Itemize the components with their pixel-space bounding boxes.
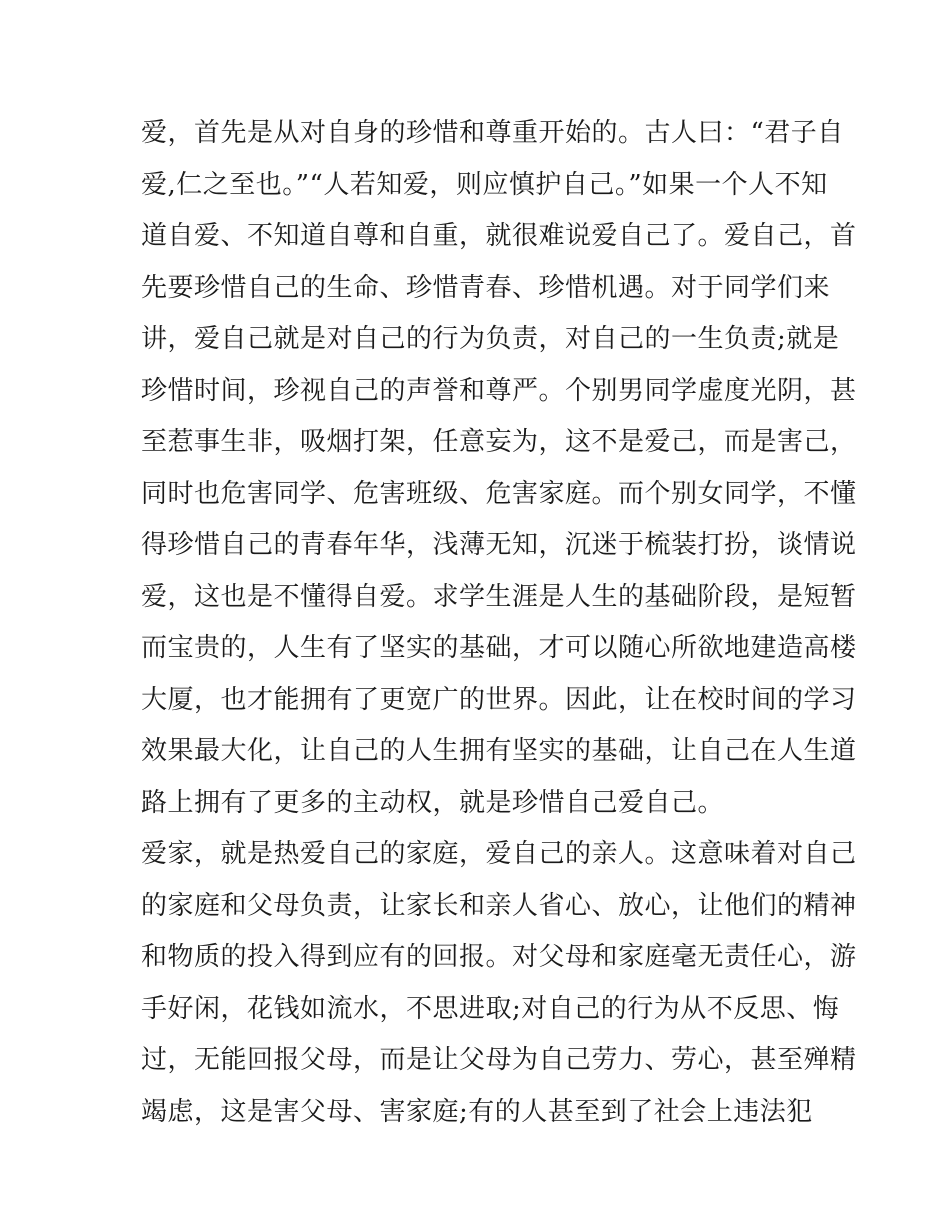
text-line-1: 爱，首先是从对自身的珍惜和尊重开始的。古人曰：“君子自 — [141, 118, 844, 148]
text-line-18: 手好闲，花钱如流水，不思进取;对自己的行为从不反思、悔 — [141, 993, 840, 1024]
text-line-15: 爱家，就是热爱自己的家庭，爱自己的亲人。这意味着对自己 — [141, 839, 857, 869]
text-line-3: 道自爱、不知道自尊和自重，就很难说爱自己了。爱自己，首 — [141, 221, 857, 251]
body-text — [141, 108, 857, 1138]
text-line-20: 竭虑，这是害父母、害家庭;有的人甚至到了社会上违法犯 — [141, 1096, 813, 1127]
text-line-6: 珍惜时间，珍视自己的声誉和尊严。个别男同学虚度光阴，甚 — [141, 375, 857, 406]
text-line-13: 效果最大化，让自己的人生拥有坚实的基础，让自己在人生道 — [141, 736, 857, 766]
text-line-4: 先要珍惜自己的生命、珍惜青春、珍惜机遇。对于同学们来 — [141, 272, 831, 303]
text-line-19: 过，无能回报父母，而是让父母为自己劳力、劳心，甚至殚精 — [141, 1045, 857, 1075]
text-line-2: 爱,仁之至也。”“人若知爱，则应慎护自己。”如果一个人不知 — [141, 169, 828, 200]
text-line-11: 而宝贵的，人生有了坚实的基础，才可以随心所欲地建造高楼 — [141, 633, 857, 663]
text-line-5: 讲，爱自己就是对自己的行为负责，对自己的一生负责;就是 — [141, 324, 840, 354]
text-line-10: 爱，这也是不懂得自爱。求学生涯是人生的基础阶段，是短暂 — [141, 581, 857, 612]
text-line-12: 大厦，也才能拥有了更宽广的世界。因此，让在校时间的学习 — [141, 684, 857, 715]
text-line-9: 得珍惜自己的青春年华，浅薄无知，沉迷于梳装打扮，谈情说 — [141, 530, 857, 560]
text-line-14: 路上拥有了更多的主动权，就是珍惜自己爱自己。 — [141, 787, 725, 818]
text-line-16: 的家庭和父母负责，让家长和亲人省心、放心，让他们的精神 — [141, 890, 857, 921]
text-line-8: 同时也危害同学、危害班级、危害家庭。而个别女同学，不懂 — [141, 478, 857, 509]
text-line-7: 至惹事生非，吸烟打架，任意妄为，这不是爱己，而是害己， — [141, 427, 857, 457]
text-line-17: 和物质的投入得到应有的回报。对父母和家庭毫无责任心，游 — [141, 942, 857, 972]
